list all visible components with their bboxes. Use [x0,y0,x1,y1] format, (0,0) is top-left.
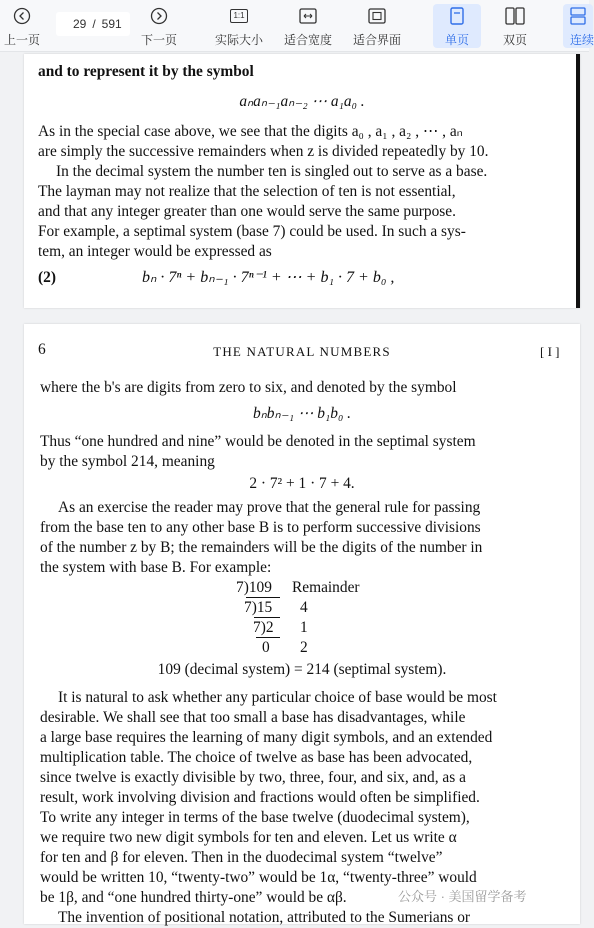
fit-page-icon [368,4,386,28]
text-line: where the b's are digits from zero to six, and denoted by the symbol [40,379,457,396]
text-line: As in the special case above, we see that the digits a₀ , a₁ , a₂ , ⋯ , aₙ [38,123,463,140]
page-number-input[interactable] [64,17,86,31]
division-rule [256,637,280,638]
text-line: and that any integer greater than one would serve the same purpose. [38,203,456,220]
text-line: a large base requires the learning of many digit symbols, and an extended [40,729,493,746]
pdf-page-previous [24,54,580,308]
fit-page-button[interactable] [350,4,404,48]
equation-formula: bₙ · 7ⁿ + bₙ₋₁ · 7ⁿ⁻¹ + ⋯ + b₁ · 7 + b₀ , [142,269,395,286]
text-line: To write any integer in terms of the base twelve (duodecimal system), [40,809,470,826]
actual-size-icon: 1:1 [230,4,247,28]
text-line: since twelve is exactly divisible by two, three, four, and six, and, as a [40,769,466,786]
continuous-page-button[interactable] [563,4,593,48]
text-line: multiplication table. The choice of twelve as base has been advocated, [40,749,473,766]
text-line: desirable. We shall see that too small a base has disadvantages, while [40,709,466,726]
division-rule [254,617,280,618]
division-row: 7)2 [253,619,274,636]
running-head: THE NATURAL NUMBERS [213,344,391,359]
text-line: It is natural to ask whether any particular choice of base would be most [58,689,497,706]
prev-page-button[interactable] [2,4,42,48]
actual-size-button[interactable] [212,4,266,48]
equation-label: (2) [38,269,56,286]
watermark: 公众号 · 美国留学备考 [398,889,527,904]
text-line: As an exercise the reader may prove that the general rule for passing [58,499,481,516]
double-page-button[interactable] [492,4,538,48]
text-line: of the number z by B; the remainders will be the digits of the number in [40,539,483,556]
total-pages: 591 [101,17,122,31]
page-indicator [56,12,130,36]
single-page-icon [450,4,464,28]
remainder-value: 2 [300,639,308,656]
chevron-left-circle-icon [13,4,31,28]
actual-size-label: 实际大小 [214,33,263,47]
pdf-page-current [24,324,580,924]
text-line: Thus “one hundred and nine” would be denoted in the septimal system [40,433,476,450]
text-line: are simply the successive remainders when z is divided repeatedly by 10. [38,143,489,160]
fit-width-button[interactable] [281,4,335,48]
text-line: The layman may not realize that the selection of ten is not essential, [38,183,456,200]
page-edge [576,54,580,308]
fit-width-label: 适合宽度 [283,33,332,47]
remainder-value: 1 [300,619,308,636]
double-page-label: 双页 [502,33,527,47]
page-separator: / [92,17,96,31]
continuous-page-icon [570,4,586,28]
remainder-value: 4 [300,599,308,616]
prev-page-label: 上一页 [3,33,40,47]
text-line: for ten and β for eleven. Then in the duodecimal system “twelve” [40,849,443,866]
pdf-toolbar [0,0,594,52]
text-line: For example, a septimal system (base 7) could be used. In such a sys- [38,223,466,240]
division-rule [246,597,280,598]
chevron-right-circle-icon [150,4,168,28]
next-page-label: 下一页 [140,33,177,47]
septimal-formula: 2 · 7² + 1 · 7 + 4. [249,475,355,492]
chapter-mark: [ I ] [540,344,560,359]
text-line: result, work involving division and fractions would often be simplified. [40,789,480,806]
text-line: be 1β, and “one hundred thirty-one” would be αβ. [40,889,347,906]
next-page-button[interactable] [138,4,180,48]
remainder-header: Remainder [292,579,360,596]
division-row: 0 [262,639,270,656]
double-page-icon [505,4,525,28]
text-line: from the base ten to any other base B is to perform successive divisions [40,519,481,536]
page-number: 6 [38,341,46,358]
result-line: 109 (decimal system) = 214 (septimal system). [157,661,447,678]
fit-page-label: 适合界面 [352,33,401,47]
division-row: 7)109 [236,579,272,596]
division-row: 7)15 [244,599,273,616]
text-line: would be written 10, “twenty-two” would be 1α, “twenty-three” would [40,869,477,886]
text-line: The invention of positional notation, attributed to the Sumerians or [58,909,471,926]
fit-width-icon [299,4,317,28]
symbol-formula: aₙaₙ₋₁aₙ₋₂ ⋯ a₁a₀ . [239,93,365,110]
text-line: In the decimal system the number ten is singled out to serve as a base. [56,163,488,180]
text-line: we require two new digit symbols for ten and eleven. Let us write α [40,829,457,846]
text-line: the system with base B. For example: [40,559,272,576]
single-page-label: 单页 [444,33,469,47]
symbol-formula: bₙbₙ₋₁ ⋯ b₁b₀ . [252,405,351,422]
text-line: tem, an integer would be expressed as [38,243,272,260]
text-line: by the symbol 214, meaning [40,453,215,470]
text-line: and to represent it by the symbol [38,63,254,80]
continuous-page-label: 连续 [570,33,594,47]
single-page-button[interactable] [433,4,481,48]
